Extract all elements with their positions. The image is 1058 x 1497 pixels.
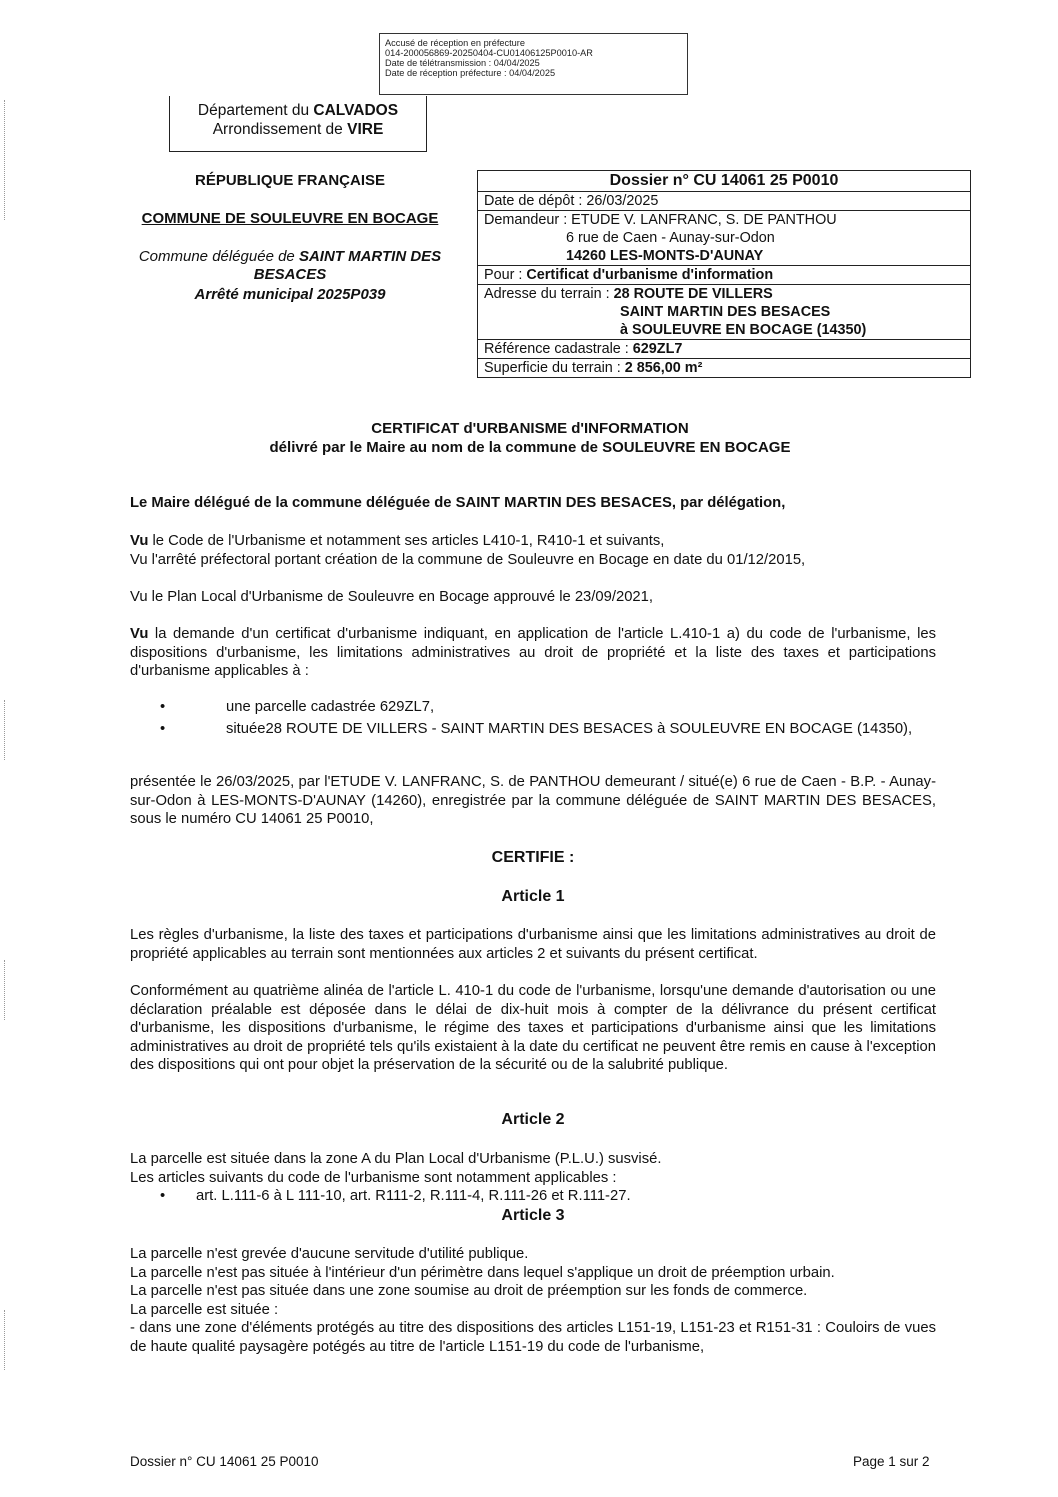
presentee-paragraph: présentée le 26/03/2025, par l'ETUDE V. LANFRANC, S. de PANTHOU demeurant / situé(e) 6 rue de Caen - B.P. - Aunay-sur-Odon à LES-MONTS-D'AUNAY (14260), enregistrée par la commune déléguée de SAINT MARTIN DES BESACES, sous le numéro CU 14061 25 P0010, [130,774,936,827]
vu-paragraph: Vu le Code de l'Urbanisme et notamment ses articles L410-1, R410-1 et suivants, Vu l'arrêté préfectoral portant création de la commune de Souleuvre en Bocage en date du 01/12/2015, [130,533,806,568]
margin-scan-marks [4,1310,7,1370]
stamp-line: Date de télétransmission : 04/04/2025 [385,58,540,68]
margin-scan-marks [4,700,7,760]
footer-dossier-number: Dossier n° CU 14061 25 P0010 [130,1454,319,1469]
pour: Pour : Certificat d'urbanisme d'information [478,265,970,284]
vu-plu: Vu le Plan Local d'Urbanisme de Souleuvre en Bocage approuvé le 23/09/2021, [130,589,653,605]
date-depot: Date de dépôt : 26/03/2025 [478,191,970,210]
page-number: Page 1 sur 2 [853,1454,930,1469]
article-2-text: La parcelle est située dans la zone A du Plan Local d'Urbanisme (P.L.U.) susvisé. Les articles suivants du code de l'urbanisme sont notamment applicables : [130,1151,662,1186]
article-1-paragraph: Conformément au quatrième alinéa de l'article L. 410-1 du code de l'urbanisme, lorsqu'une demande d'autorisation ou une déclaration préalable est déposée dans le délai de dix-huit mois à compter de la délivrance du présent certificat d'urbanisme, les dispositions d'urbanisme, le régime des taxes et participations d'urbanisme ainsi que les limitations administratives au droit de propriété tels qu'ils existaient à la date du certificat ne peuvent être remis en cause à l'exception des dispositions qui ont pour objet la préservation de la sécurité ou de la salubrité publique. [130,983,936,1073]
department-box [169,96,427,152]
dossier-title: Dossier n° CU 14061 25 P0010 [609,172,839,189]
maire-statement: Le Maire délégué de la commune déléguée de SAINT MARTIN DES BESACES, par délégation, [130,495,786,511]
dossier-box [477,170,971,378]
arrondissement-line: Arrondissement de VIRE [212,121,384,138]
arrete-number: Arrêté municipal 2025P039 [194,286,386,303]
article-2-list [160,1187,936,1206]
stamp-line: 014-200056869-20250404-CU01406125P0010-AR [385,48,593,58]
article-1-heading: Article 1 [501,888,565,905]
list-item: • une parcelle cadastrée 629ZL7, [160,699,435,715]
article-2-heading: Article 2 [501,1111,565,1128]
certifie-heading: CERTIFIE : [491,849,575,866]
article-1-paragraph: Les règles d'urbanisme, la liste des taxes et participations d'urbanisme ainsi que les limitations administratives au droit de propriété applicables au terrain sont mentionnées aux articles 2 et suivants du présent certificat. [130,927,936,962]
superficie: Superficie du terrain : 2 856,00 m² [478,358,970,377]
reference-cadastrale: Référence cadastrale : 629ZL7 [478,339,970,358]
adresse-terrain: Adresse du terrain : 28 ROUTE DE VILLERS SAINT MARTIN DES BESACES à SOULEUVRE EN BOCAGE (14350) [478,284,970,339]
stamp-line: Date de réception préfecture : 04/04/2025 [385,68,556,78]
certificate-title: CERTIFICAT d'URBANISME d'INFORMATION délivré par le Maire au nom de la commune de SOULEUVRE EN BOCAGE [269,420,791,456]
demandeur: Demandeur : ETUDE V. LANFRANC, S. DE PANTHOU 6 rue de Caen - Aunay-sur-Odon 14260 LES-MONTS-D'AUNAY [478,210,970,265]
article-3-text: La parcelle n'est grevée d'aucune servitude d'utilité publique. La parcelle n'est pas située à l'intérieur d'un périmètre dans lequel s'applique un droit de préemption urbain. La parcelle n'est pas située dans une zone soumise au droit de préemption sur les fonds de commerce. La parcelle est située : - dans une zone d'éléments protégés au titre des dispositions des articles L151-19, L151-23 et R151-31 : Couloirs de vues de haute qualité paysagère potégés au titre de l'article L151-19 du code de l'urbanisme, [130,1246,936,1355]
department-line: Département du CALVADOS [197,102,399,119]
list-item: • située28 ROUTE DE VILLERS - SAINT MARTIN DES BESACES à SOULEUVRE EN BOCAGE (14350), [160,720,913,737]
reception-stamp [379,33,688,95]
republic-heading: RÉPUBLIQUE FRANÇAISE [194,172,385,189]
article-3-heading: Article 3 [501,1207,565,1224]
margin-scan-marks [4,100,7,220]
margin-scan-marks [4,960,7,1020]
parcel-list [160,698,936,738]
list-item: • art. L.111-6 à L 111-10, art. R111-2, R.111-4, R.111-26 et R.111-27. [160,1188,631,1204]
stamp-line: Accusé de réception en préfecture [385,38,525,48]
commune-deleguee: Commune déléguée de SAINT MARTIN DES BESACES [138,248,442,283]
commune-heading: COMMUNE DE SOULEUVRE EN BOCAGE [141,210,439,227]
vu-demande: Vu la demande d'un certificat d'urbanisme indiquant, en application de l'article L.410-1 a) du code de l'urbanisme, les dispositions d'urbanisme, les limitations administratives au droit de propriété et la liste des taxes et participations d'urbanisme applicables à : [130,626,936,679]
